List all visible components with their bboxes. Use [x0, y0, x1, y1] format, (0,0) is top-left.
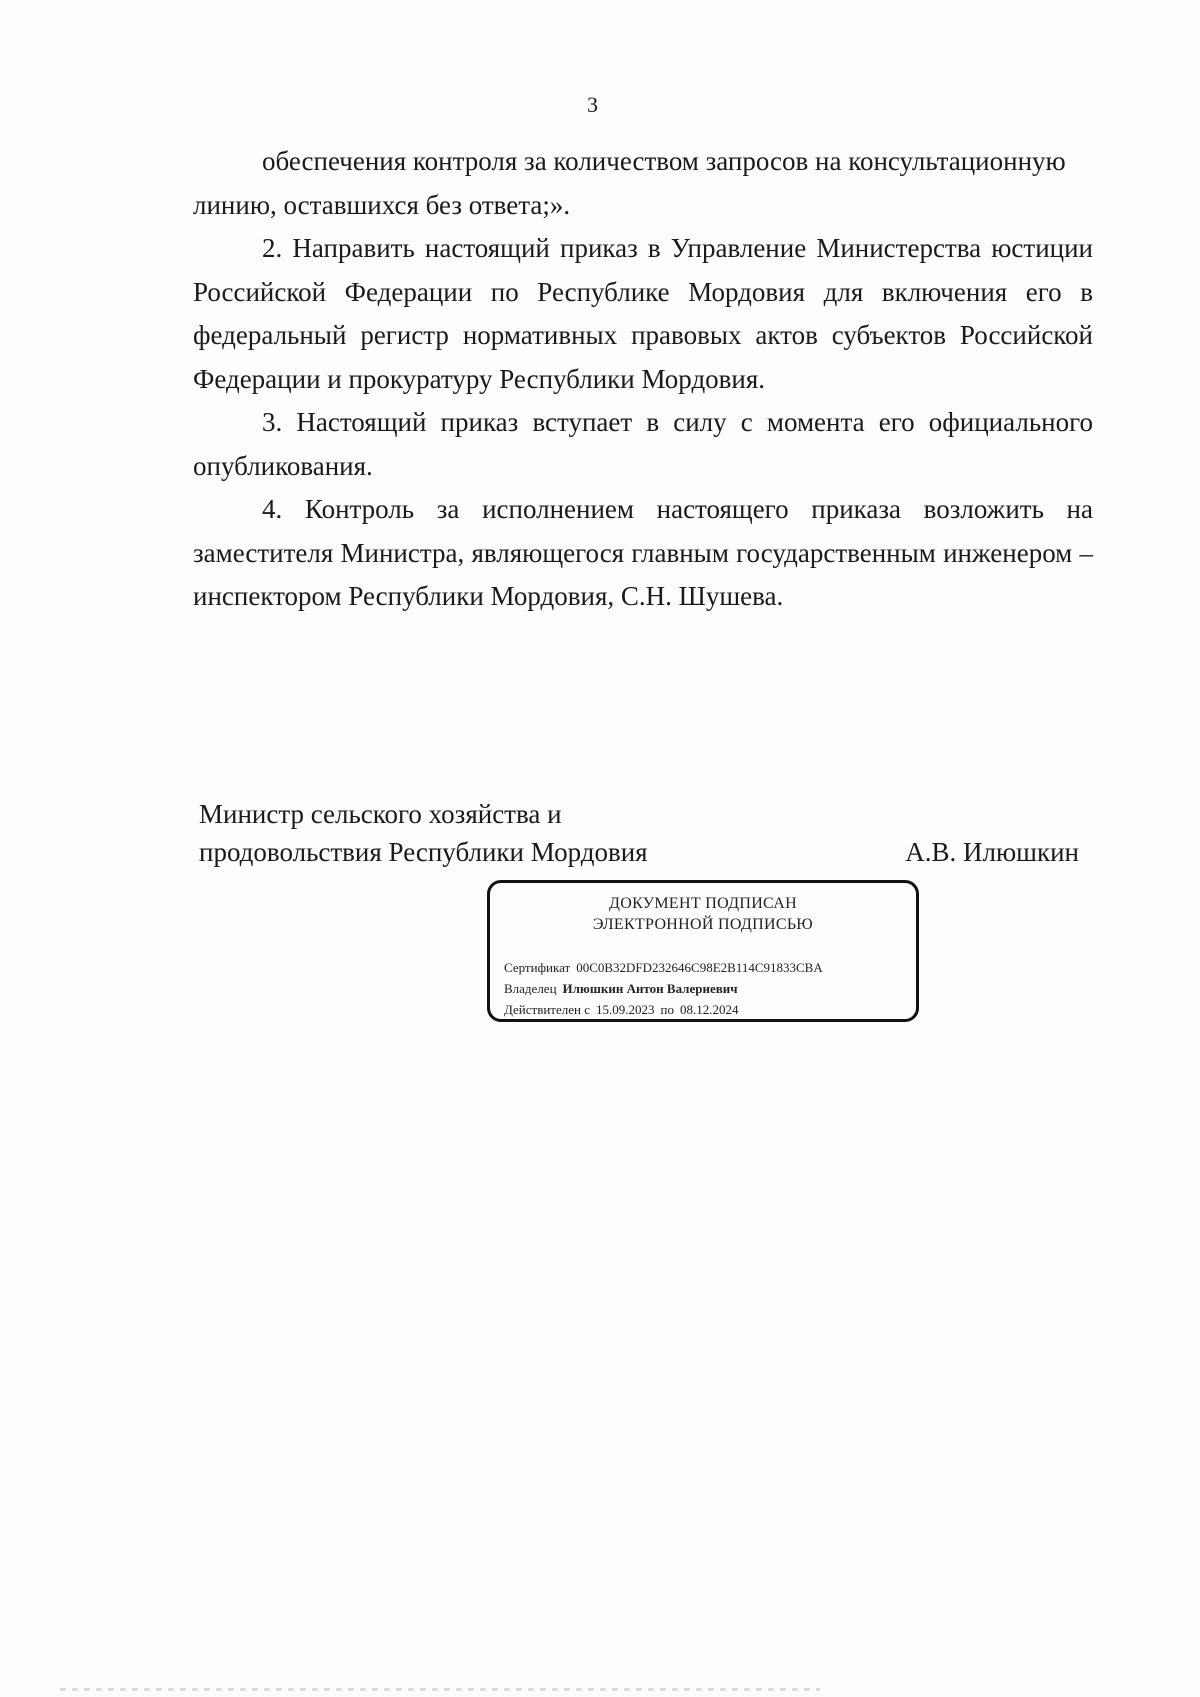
- document-body: [193, 140, 1093, 619]
- stamp-header-line-1: ДОКУМЕНТ ПОДПИСАН: [609, 895, 797, 912]
- paragraph-item-4: 4. Контроль за исполнением настоящего приказа возложить на заместителя Министра, являющегося главным государственным инженером – инспектором Республики Мордовия, С.Н. Шушева.: [193, 494, 1093, 611]
- paragraph-item-2: 2. Направить настоящий приказ в Управление Министерства юстиции Российской Федерации по Республике Мордовия для включения его в федеральный регистр нормативных правовых актов субъектов Российской Федерации и прокуратуру Республики Мордовия.: [193, 233, 1093, 394]
- validity-row: [504, 999, 823, 1020]
- signer-name: А.В. Илюшкин: [905, 837, 1079, 867]
- owner-value: Илюшкин Антон Валериевич: [562, 981, 738, 996]
- stamp-header: [490, 893, 916, 935]
- page-number: 3: [587, 92, 598, 117]
- certificate-value: 00C0B32DFD232646C98E2B114C91833CBA: [576, 960, 823, 975]
- paragraph-continuation-end: линию, оставшихся без ответа;».: [193, 189, 571, 220]
- scan-artifact: [60, 1688, 820, 1691]
- valid-from: 15.09.2023: [596, 1002, 655, 1017]
- paragraph-continuation: [193, 140, 1093, 184]
- stamp-header-line-2: ЭЛЕКТРОННОЙ ПОДПИСЬЮ: [592, 916, 814, 933]
- valid-to-label: по: [660, 1002, 674, 1017]
- owner-row: [504, 978, 823, 999]
- paragraph-item-3: 3. Настоящий приказ вступает в силу с момента его официального опубликования.: [193, 407, 1093, 481]
- paragraph-line: обеспечения контроля за количеством запросов на консультационную: [262, 146, 1066, 176]
- electronic-signature-stamp: [487, 880, 919, 1022]
- valid-to: 08.12.2024: [679, 1002, 739, 1017]
- certificate-row: [504, 957, 823, 978]
- signature-block: [199, 795, 1099, 871]
- valid-label: Действителен с: [504, 1002, 590, 1017]
- signer-title-line-1: Министр сельского хозяйства и: [199, 799, 562, 829]
- certificate-label: Сертификат: [504, 960, 571, 975]
- stamp-details: [504, 957, 823, 1020]
- signer-title-line-2: продовольствия Республики Мордовия: [199, 837, 648, 867]
- owner-label: Владелец: [504, 981, 557, 996]
